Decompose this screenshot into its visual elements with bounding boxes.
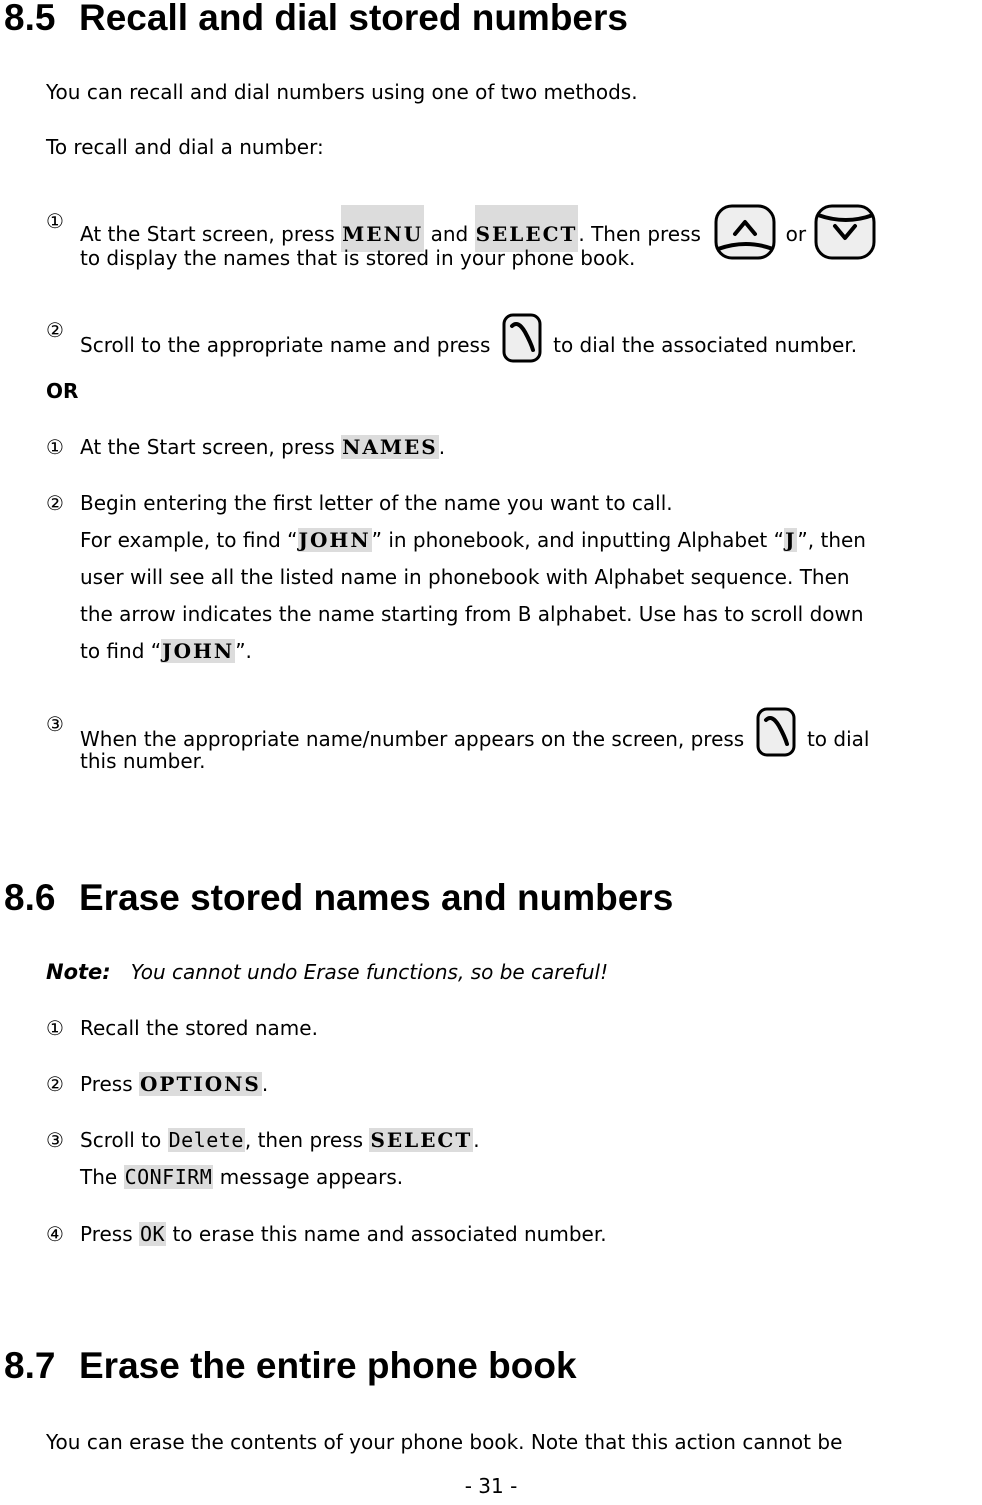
select-key-label: SELECT xyxy=(475,205,579,252)
menu-key-label: MENU xyxy=(341,205,424,252)
section-number: 8.5 xyxy=(4,0,56,38)
note xyxy=(46,954,608,990)
or-separator: OR xyxy=(46,379,79,403)
step-marker: ③ xyxy=(46,1128,64,1152)
section-number: 8.6 xyxy=(4,877,56,918)
page-number: - 31 - xyxy=(464,1474,518,1498)
ok-key-label: OK xyxy=(140,1222,166,1246)
step-marker: ② xyxy=(46,491,64,515)
intro-paragraph: You can recall and dial numbers using one of two methods. xyxy=(46,80,638,104)
options-key-label: OPTIONS xyxy=(140,1072,261,1096)
names-key-label: NAMES xyxy=(342,435,438,459)
paragraph: You can erase the contents of your phone book. Note that this action cannot be xyxy=(46,1430,843,1454)
delete-menu-item-label: Delete xyxy=(168,1128,244,1152)
example-name: JOHN xyxy=(298,528,371,552)
section-heading-8-5 xyxy=(4,0,628,40)
scroll-up-key-icon xyxy=(713,203,779,263)
send-call-key-icon xyxy=(501,312,543,366)
lead-paragraph: To recall and dial a number: xyxy=(46,135,324,159)
scroll-down-key-icon xyxy=(813,203,879,263)
example-name: JOHN xyxy=(162,639,235,663)
example-letter: J xyxy=(784,528,797,552)
step-marker: ① xyxy=(46,435,64,459)
step-marker: ② xyxy=(46,318,64,342)
section-heading-8-7 xyxy=(4,1344,577,1388)
section-title: Erase stored names and numbers xyxy=(79,877,674,918)
step-marker: ① xyxy=(46,1016,64,1040)
step-marker: ② xyxy=(46,1072,64,1096)
send-call-key-icon xyxy=(755,706,797,760)
section-title: Recall and dial stored numbers xyxy=(79,0,628,38)
note-label: Note: xyxy=(46,960,111,984)
step-marker: ④ xyxy=(46,1222,64,1246)
confirm-message-label: CONFIRM xyxy=(124,1165,213,1189)
step-marker: ① xyxy=(46,209,64,233)
step-marker: ③ xyxy=(46,712,64,736)
section-number: 8.7 xyxy=(4,1345,56,1386)
section-heading-8-6 xyxy=(4,876,673,920)
select-key-label: SELECT xyxy=(370,1128,473,1152)
section-title: Erase the entire phone book xyxy=(79,1345,577,1386)
note-text: You cannot undo Erase functions, so be careful! xyxy=(130,960,609,984)
